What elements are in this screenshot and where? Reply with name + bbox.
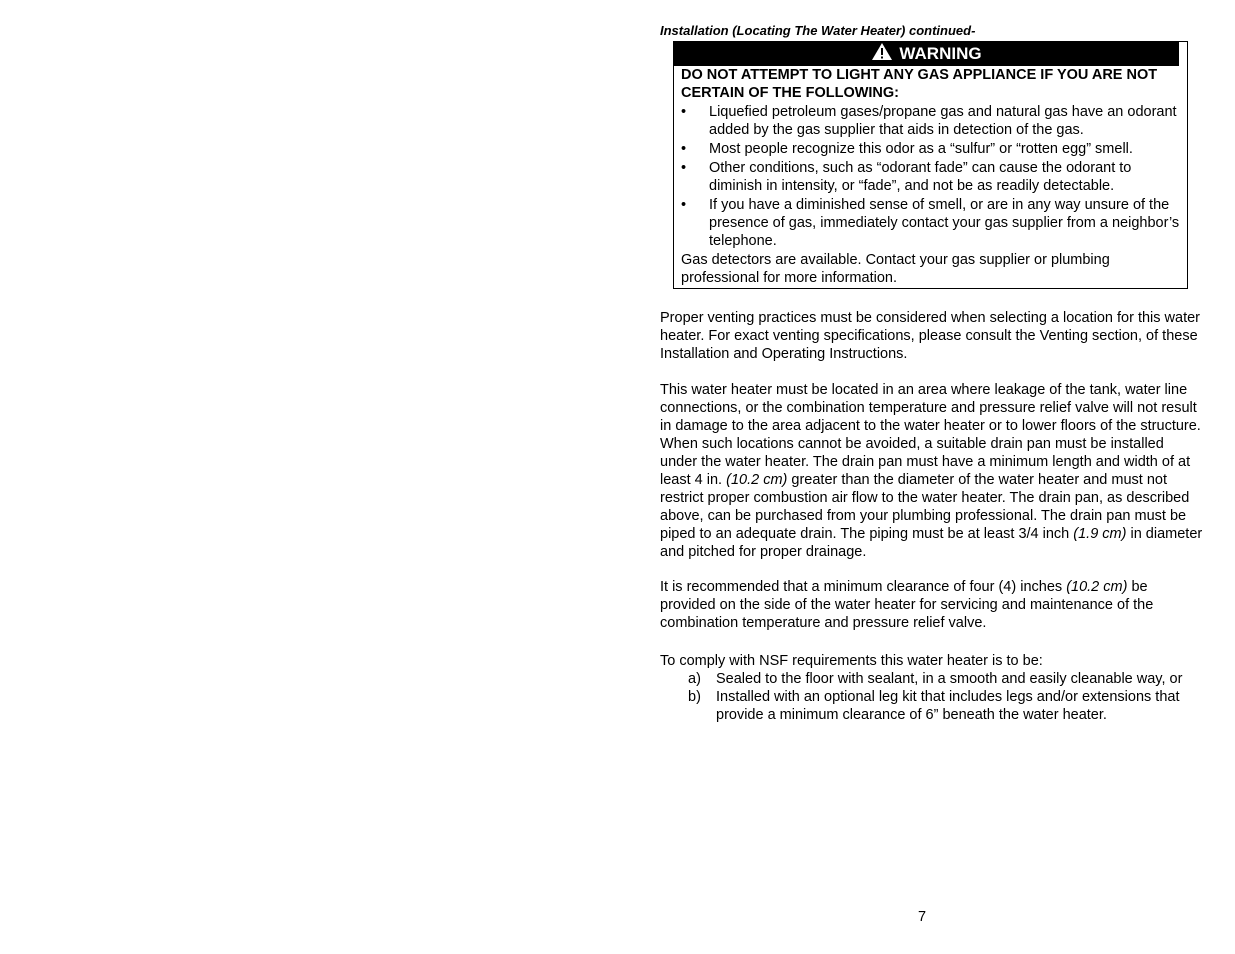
leakage-paragraph: This water heater must be located in an area where leakage of the tank, water line connections, or the combination temperature and pressure relief valve will not result in damage to the area adjacent to the water heater or to lower floors of the structure. When such locations cannot be avoided, a suitable drain pan must be installed under the water heater. The drain pan must have a minimum length and width of at least 4 in. (10.2 cm) greater than the diameter of the water heater and must not restrict proper combustion air flow to the water heater. The drain pan, as described above, can be purchased from your plumbing professional. The drain pan must be piped to an adequate drain. The piping must be at least 3/4 inch (1.9 cm) in diameter and pitched for proper drainage. [660,382,1203,560]
bullet-icon: • [681,104,687,120]
bullet-icon: • [681,160,687,176]
bullet-text: If you have a diminished sense of smell, or are in any way unsure of the presence of gas, immediately contact your gas supplier from a neighbor’s telephone. [709,197,1180,249]
list-item [660,670,1204,688]
metric-value: (10.2 cm) [1066,579,1128,595]
bullet-text: Most people recognize this odor as a “sulfur” or “rotten egg” smell. [709,141,1133,157]
bullet-icon: • [681,197,687,213]
warning-header [674,42,1179,66]
list-item [681,103,1181,139]
warning-box [673,41,1188,289]
clearance-paragraph: It is recommended that a minimum clearance of four (4) inches (10.2 cm) be provided on the side of the water heater for servicing and maintenance of the combination temperature and pressure relief valve. [660,579,1154,631]
warning-heading: WARNING [899,44,982,63]
metric-value: (10.2 cm) [726,472,788,488]
list-item [681,159,1181,195]
bullet-text: Liquefied petroleum gases/propane gas and natural gas have an odorant added by the gas supplier that aids in detection of the gas. [709,104,1177,138]
nsf-list [660,670,1204,724]
warning-lead: DO NOT ATTEMPT TO LIGHT ANY GAS APPLIANCE IF YOU ARE NOT CERTAIN OF THE FOLLOWING: [681,67,1158,101]
venting-paragraph: Proper venting practices must be considered when selecting a location for this water heater. For exact venting specifications, please consult the Venting section, of these Installation and Operating Instructions. [660,310,1201,362]
list-item [660,688,1204,724]
bullet-text: Other conditions, such as “odorant fade” can cause the odorant to diminish in intensity, or “fade”, and not be as readily detectable. [709,160,1132,194]
metric-value: (1.9 cm) [1073,526,1127,542]
nsf-intro: To comply with NSF requirements this water heater is to be: [660,653,1043,669]
list-text: Sealed to the floor with sealant, in a smooth and easily cleanable way, or [716,671,1183,687]
list-item [681,140,1181,158]
bullet-icon: • [681,141,687,157]
warning-footer: Gas detectors are available. Contact your gas supplier or plumbing professional for more information. [681,252,1110,286]
section-title: Installation (Locating The Water Heater) continued- [660,23,976,38]
list-item [681,196,1181,250]
list-marker: a) [688,671,701,687]
list-text: Installed with an optional leg kit that includes legs and/or extensions that provide a minimum clearance of 6” beneath the water heater. [716,689,1180,723]
warning-triangle-icon [871,42,893,66]
page-content [660,22,1204,724]
page-number: 7 [918,909,927,925]
warning-bullet-list [681,103,1181,250]
warning-body [674,66,1187,288]
list-marker: b) [688,689,701,705]
